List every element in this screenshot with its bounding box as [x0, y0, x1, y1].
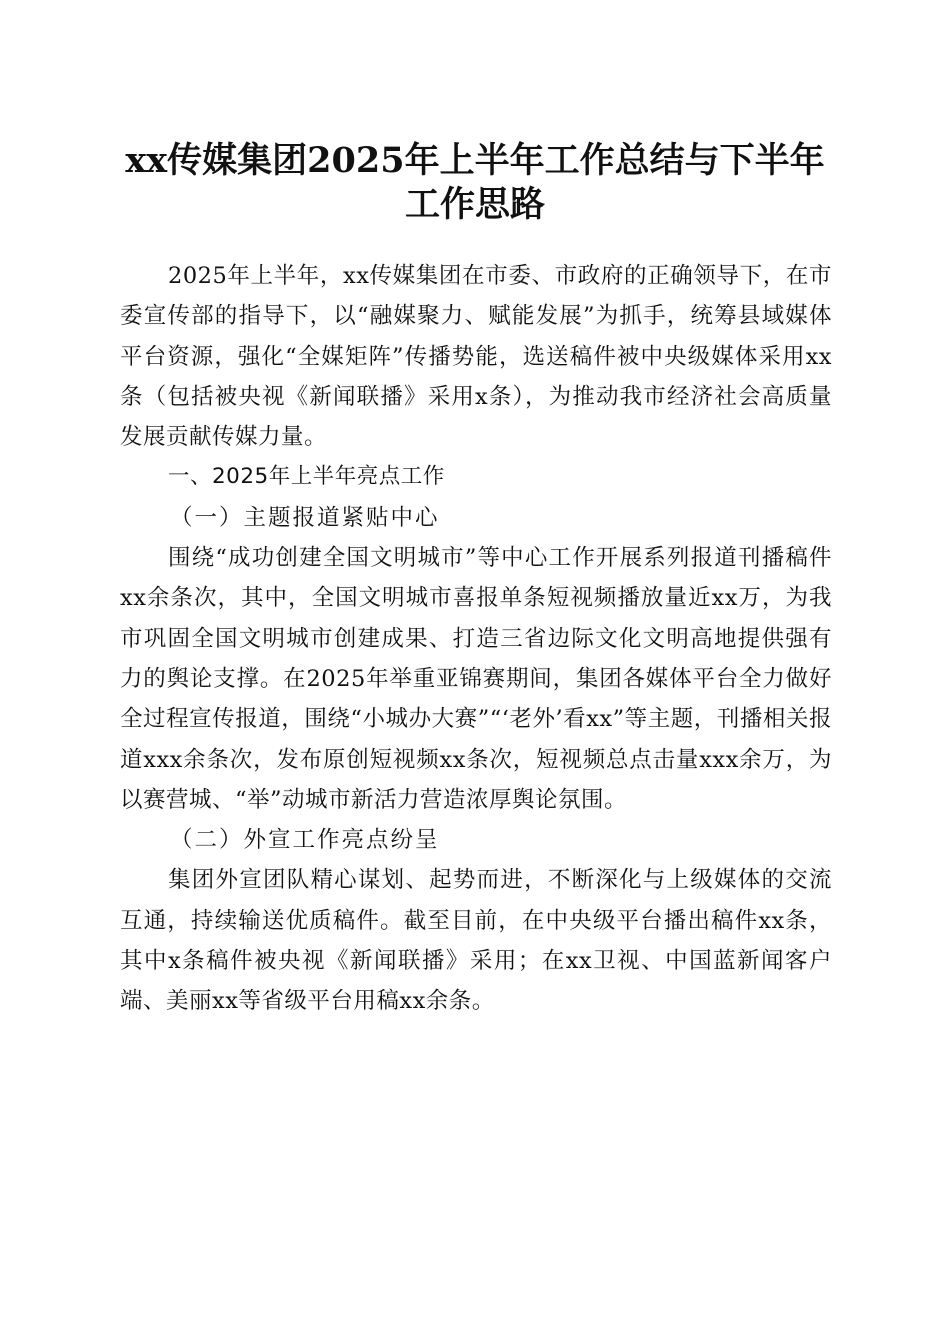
subsection-heading-1: （一）主题报道紧贴中心 — [170, 504, 440, 531]
subsection-paragraph-2: 集团外宣团队精心谋划、起势而进，不断深化与上级媒体的交流互通，持续输送优质稿件。截至目前，在中央级平台播出稿件xx条，其中x条稿件被央视《新闻联播》采用；在xx卫视、中国蓝新闻客户端、美丽xx等省级平台用稿xx余条。 — [120, 867, 832, 1015]
document-body — [120, 256, 832, 1022]
document-title-line-2: 工作思路 — [404, 184, 545, 225]
intro-paragraph: 2025年上半年，xx传媒集团在市委、市政府的正确领导下，在市委宣传部的指导下，以“融媒聚力、赋能发展”为抓手，统筹县域媒体平台资源，强化“全媒矩阵”传播势能，选送稿件被中央级媒体采用xx条（包括被央视《新闻联播》采用x条），为推动我市经济社会高质量发展贡献传媒力量。 — [120, 263, 832, 451]
subsection-heading-2: （二）外宣工作亮点纷呈 — [170, 827, 440, 854]
section-heading-1: 一、2025年上半年亮点工作 — [168, 464, 445, 490]
document-title-line-1: xx传媒集团2025年上半年工作总结与下半年 — [125, 140, 825, 181]
subsection-paragraph-1: 围绕“成功创建全国文明城市”等中心工作开展系列报道刊播稿件xx余条次，其中，全国文明城市喜报单条短视频播放量近xx万，为我市巩固全国文明城市创建成果、打造三省边际文化文明高地提供强有力的舆论支撑。在2025年举重亚锦赛期间，集团各媒体平台全力做好全过程宣传报道，围绕“小城办大赛”“‘老外’看xx”等主题，刊播相关报道xxx余条次，发布原创短视频xx条次，短视频总点击量xxx余万，为以赛营城、“举”动城市新活力营造浓厚舆论氛围。 — [120, 545, 832, 813]
